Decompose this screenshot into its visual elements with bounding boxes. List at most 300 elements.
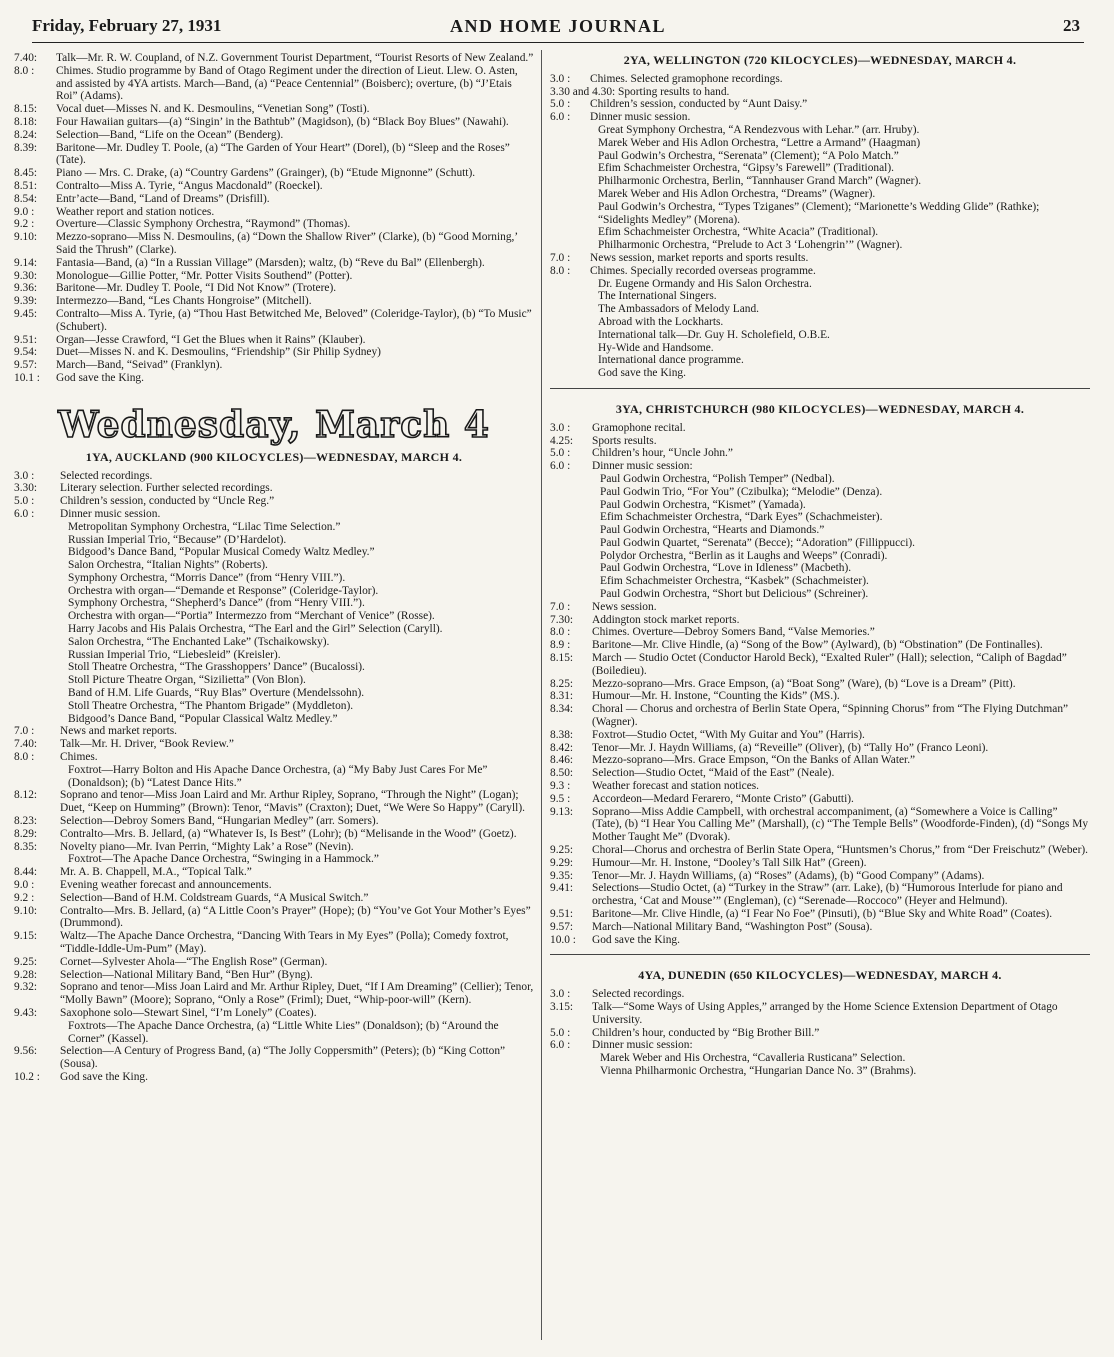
- entry-time: 8.18:: [14, 115, 40, 128]
- entry-time: 8.25:: [550, 677, 576, 690]
- programme-entry: [550, 499, 1090, 512]
- entry-time: [550, 588, 592, 601]
- entry-description: News session, market reports and sports results.: [590, 251, 809, 264]
- entry-time: [550, 329, 590, 342]
- entry-description: Baritone—Mr. Dudley T. Poole, (a) “The Garden of Your Heart” (Dorel), (b) “Sleep and the Roses” (Tate).: [56, 141, 510, 167]
- programme-entry: [550, 354, 1090, 367]
- programme-entry: [550, 806, 1090, 844]
- programme-entry: [14, 956, 534, 969]
- entry-time: 9.36:: [14, 282, 40, 295]
- programme-entry: [550, 524, 1090, 537]
- entry-time: 5.0 :: [550, 1026, 574, 1039]
- programme-entry: [14, 116, 534, 129]
- entry-description: Foxtrots—The Apache Dance Orchestra, (a) “Little White Lies” (Donaldson); (b) “Around the Corner” (Kassel).: [68, 1019, 499, 1045]
- entry-description: Monologue—Gillie Potter, “Mr. Potter Visits Southend” (Potter).: [56, 269, 353, 282]
- programme-entry: [550, 550, 1090, 563]
- entry-time: 9.41:: [550, 882, 576, 895]
- entry-time: [14, 687, 60, 700]
- entry-description: March—National Military Band, “Washington Post” (Sousa).: [592, 920, 873, 933]
- entry-time: 7.40:: [14, 738, 40, 751]
- programme-entry: [550, 754, 1090, 767]
- programme-entry: [14, 482, 534, 495]
- entry-description: God save the King.: [56, 371, 144, 384]
- programme-entry: [14, 142, 534, 168]
- entry-time: [14, 1020, 60, 1046]
- entry-time: [550, 303, 590, 316]
- entry-description: Paul Godwin Orchestra, “Love in Idleness” (Macbeth).: [600, 562, 852, 575]
- programme-entry: [14, 687, 534, 700]
- entry-time: 7.0 :: [550, 600, 574, 613]
- entry-time: 9.43:: [14, 1006, 40, 1019]
- entry-time: 8.39:: [14, 141, 40, 154]
- entry-description: Organ—Jesse Crawford, “I Get the Blues when it Rains” (Klauber).: [56, 333, 366, 346]
- programme-entry: [550, 793, 1090, 806]
- programme-entry: [550, 511, 1090, 524]
- entry-description: Metropolitan Symphony Orchestra, “Lilac Time Selection.”: [68, 520, 341, 533]
- entry-time: 8.15:: [14, 103, 40, 116]
- programme-entry: [550, 342, 1090, 355]
- entry-description: Russian Imperial Trio, “Because” (D’Hardelot).: [68, 533, 287, 546]
- entry-time: [14, 700, 60, 713]
- programme-entry: [14, 180, 534, 193]
- entry-description: Soprano and tenor—Miss Joan Laird and Mr. Arthur Ripley, Soprano, “Through the Night” (Logan); Duet, “Keep on Humming” (Brown): Tenor, “Mavis” (Craxton); Duet, “We Were So Happy” (Caryll).: [60, 789, 525, 815]
- entry-time: 7.30:: [550, 613, 576, 626]
- entry-description: Efim Schachmeister Orchestra, “Gipsy’s Farewell” (Traditional).: [598, 162, 894, 175]
- entry-time: 4.25:: [550, 434, 576, 447]
- section-rule: [550, 954, 1090, 955]
- programme-entry: [14, 346, 534, 359]
- programme-entry: [14, 1071, 534, 1084]
- entry-time: 5.0 :: [14, 495, 38, 508]
- entry-description: Sporting results to hand.: [618, 85, 730, 98]
- programme-entry: [550, 614, 1090, 627]
- entry-description: International dance programme.: [598, 354, 744, 367]
- entry-description: Contralto—Miss A. Tyrie, “Angus Macdonald” (Roeckel).: [56, 179, 323, 192]
- programme-entry: [14, 853, 534, 866]
- entry-time: [14, 623, 60, 636]
- programme-entry: [550, 639, 1090, 652]
- entry-description: Choral — Chorus and orchestra of Berlin State Opera, “Spinning Chorus” from “The Flying Dutchman” (Wagner).: [592, 703, 1069, 729]
- entry-description: International talk—Dr. Guy H. Scholefield, O.B.E.: [598, 328, 830, 341]
- programme-entry: [550, 265, 1090, 278]
- programme-entry: [14, 969, 534, 982]
- entry-time: [550, 367, 590, 380]
- dunedin-heading: 4YA, DUNEDIN (650 KILOCYCLES)—WEDNESDAY, MARCH 4.: [638, 968, 1002, 983]
- entry-time: 3.30 and 4.30:: [550, 85, 619, 98]
- programme-entry: [550, 460, 1090, 473]
- entry-description: Chimes. Overture—Debroy Somers Band, “Valse Memories.”: [592, 626, 875, 639]
- entry-time: [14, 649, 60, 662]
- entry-description: Paul Godwin Orchestra, “Polish Temper” (Nedbal).: [600, 472, 835, 485]
- entry-time: [550, 562, 592, 575]
- programme-entry: [550, 367, 1090, 380]
- day-heading: Wednesday, March 4: [58, 403, 490, 446]
- entry-time: 9.28:: [14, 968, 40, 981]
- programme-entry: [550, 175, 1090, 188]
- programme-entry: [550, 290, 1090, 303]
- entry-description: Dinner music session:: [592, 460, 693, 473]
- entry-time: 8.0 :: [14, 751, 38, 764]
- entry-description: God save the King.: [592, 933, 680, 946]
- programme-entry: [550, 1001, 1090, 1027]
- entry-time: 7.0 :: [14, 725, 38, 738]
- entry-description: News and market reports.: [60, 725, 178, 738]
- entry-description: The Ambassadors of Melody Land.: [598, 303, 760, 316]
- entry-description: Efim Schachmeister Orchestra, “Dark Eyes” (Schachmeister).: [600, 511, 883, 524]
- entry-description: Vienna Philharmonic Orchestra, “Hungarian Dance No. 3” (Brahms).: [600, 1064, 917, 1077]
- entry-description: Salon Orchestra, “The Enchanted Lake” (Tschaikowsky).: [68, 635, 330, 648]
- entry-description: Stoll Theatre Orchestra, “The Grasshoppers’ Dance” (Bucalossi).: [68, 661, 365, 674]
- entry-description: Great Symphony Orchestra, “A Rendezvous with Lehar.” (arr. Hruby).: [598, 123, 920, 136]
- programme-entry: [14, 282, 534, 295]
- programme-entry: [14, 65, 534, 103]
- auckland-heading: 1YA, AUCKLAND (900 KILOCYCLES)—WEDNESDAY, MARCH 4.: [85, 449, 463, 464]
- programme-entry: [14, 892, 534, 905]
- entry-time: [550, 499, 592, 512]
- programme-entry: [14, 700, 534, 713]
- programme-entry: [14, 206, 534, 219]
- entry-description: Philharmonic Orchestra, “Prelude to Act 3 ‘Lohengrin’” (Wagner).: [598, 239, 903, 252]
- entry-description: Abroad with the Lockharts.: [598, 315, 724, 328]
- entry-time: 9.57:: [550, 920, 576, 933]
- programme-entry: [550, 303, 1090, 316]
- entry-description: Chimes. Specially recorded overseas programme.: [590, 264, 816, 277]
- entry-description: Band of H.M. Life Guards, “Ruy Blas” Overture (Mendelssohn).: [68, 687, 365, 700]
- page-header: [32, 14, 1084, 43]
- entry-description: God save the King.: [60, 1070, 148, 1083]
- entry-description: Symphony Orchestra, “Shepherd’s Dance” (from “Henry VIII.”).: [68, 597, 365, 610]
- programme-entry: [550, 742, 1090, 755]
- entry-description: Paul Godwin Trio, “For You” (Czibulka); “Melodie” (Denza).: [600, 485, 883, 498]
- programme-entry: [14, 103, 534, 116]
- entry-description: Chimes.: [60, 751, 98, 764]
- entry-description: Children’s session, conducted by “Uncle Reg.”: [60, 495, 275, 508]
- entry-time: 9.35:: [550, 869, 576, 882]
- entry-time: 8.0 :: [14, 64, 38, 77]
- entry-time: [14, 572, 60, 585]
- entry-time: 9.25:: [550, 844, 576, 857]
- entry-description: Baritone—Mr. Clive Hindle, (a) “I Fear No Foe” (Pinsuti), (b) “Blue Sky and White Road” (Coates).: [592, 908, 1053, 920]
- programme-entry: [14, 1020, 534, 1046]
- programme-entry: [14, 879, 534, 892]
- entry-time: [550, 1065, 592, 1078]
- entry-description: Selection—A Century of Progress Band, (a) “The Jolly Coppersmith” (Peters); (b) “King Cotton” (Sousa).: [60, 1045, 506, 1071]
- entry-description: Piano — Mrs. C. Drake, (a) “Country Gardens” (Grainger), (b) “Etude Mignonne” (Schutt).: [56, 167, 476, 180]
- programme-entry: [550, 316, 1090, 329]
- entry-description: Efim Schachmeister Orchestra, “White Acacia” (Traditional).: [598, 226, 879, 239]
- entry-description: Novelty piano—Mr. Ivan Perrin, “Mighty Lak’ a Rose” (Nevin).: [60, 840, 354, 853]
- entry-time: 9.57:: [14, 359, 40, 372]
- entry-description: Stoll Picture Theatre Organ, “Sizilietta” (Von Blon).: [68, 674, 306, 687]
- entry-time: [550, 575, 592, 588]
- entry-time: 8.0 :: [550, 626, 574, 639]
- programme-entry: [550, 137, 1090, 150]
- page-number: 23: [1063, 16, 1080, 35]
- entry-description: Russian Imperial Trio, “Liebesleid” (Kreisler).: [68, 648, 281, 661]
- entry-time: [550, 342, 590, 355]
- entry-time: [550, 524, 592, 537]
- programme-entry: [14, 52, 534, 65]
- entry-time: [14, 546, 60, 559]
- entry-time: 6.0 :: [14, 507, 38, 520]
- programme-entry: [14, 866, 534, 879]
- entry-description: Literary selection. Further selected recordings.: [60, 482, 273, 495]
- entry-description: March — Studio Octet (Conductor Harold Beck), “Exalted Ruler” (Hall); selection, “Caliph of Bagdad” (Boiledieu).: [592, 652, 1067, 677]
- wellington-programme: [550, 73, 1090, 380]
- entry-description: Paul Godwin Quartet, “Serenata” (Becce); “Adoration” (Fillippucci).: [600, 536, 916, 549]
- entry-description: Salon Orchestra, “Italian Nights” (Roberts).: [68, 559, 268, 572]
- programme-entry: [550, 435, 1090, 448]
- entry-time: 6.0 :: [550, 111, 574, 124]
- entry-description: News session.: [592, 600, 657, 613]
- programme-entry: [14, 789, 534, 815]
- programme-entry: [550, 988, 1090, 1001]
- entry-time: 8.12:: [14, 789, 40, 802]
- entry-time: 8.54:: [14, 192, 40, 205]
- entry-description: Overture—Classic Symphony Orchestra, “Raymond” (Thomas).: [56, 218, 351, 231]
- programme-entry: [550, 844, 1090, 857]
- entry-description: Soprano and tenor—Miss Joan Laird and Mr. Arthur Ripley, Duet, “If I Am Dreaming” (Cellier); Tenor, “Molly Bawn” (Moore); Soprano, “Only a Rose” (Friml); Duet, “Whip-poor-will” (Kern).: [60, 981, 534, 1007]
- entry-time: 3.0 :: [550, 72, 574, 85]
- entry-time: [550, 150, 590, 163]
- entry-time: 9.15:: [14, 930, 40, 943]
- programme-entry: [550, 111, 1090, 124]
- entry-description: Hy-Wide and Handsome.: [598, 341, 714, 354]
- column-divider: [541, 50, 542, 1340]
- entry-time: 9.3 :: [550, 780, 574, 793]
- christchurch-programme: [550, 422, 1090, 947]
- entry-description: Talk—Mr. H. Driver, “Book Review.”: [60, 738, 234, 751]
- programme-entry: [550, 73, 1090, 86]
- entry-description: Paul Godwin Orchestra, “Short but Delicious” (Schreiner).: [600, 588, 869, 601]
- entry-time: [14, 610, 60, 623]
- entry-description: Entr’acte—Band, “Land of Dreams” (Drisfill).: [56, 192, 270, 205]
- programme-entry: [14, 167, 534, 180]
- entry-time: [550, 473, 592, 486]
- entry-time: [14, 713, 60, 726]
- programme-entry: [14, 738, 534, 751]
- entry-description: Foxtrot—Studio Octet, “With My Guitar and You” (Harris).: [592, 728, 865, 741]
- programme-entry: [550, 729, 1090, 742]
- right-column: [550, 52, 1090, 1078]
- entry-description: Selection—National Military Band, “Ben Hur” (Byng).: [60, 968, 313, 981]
- entry-description: Humour—Mr. H. Instone, “Counting the Kids” (MS.).: [592, 690, 840, 703]
- entry-description: Four Hawaiian guitars—(a) “Singin’ in the Bathtub” (Magidson), (b) “Black Boy Blues” (Nawahi).: [56, 115, 509, 128]
- entry-description: Contralto—Miss A. Tyrie, (a) “Thou Hast Betwitched Me, Beloved” (Coleridge-Taylor), (b) “To Music” (Schubert).: [56, 307, 532, 333]
- entry-description: Selections—Studio Octet, (a) “Turkey in the Straw” (arr. Lake), (b) “Humorous Interlude for piano and orchestra, ‘Cat and Mouse’” (Engleman), (c) “Serenade—Roccoco” (Heyer and Helmund).: [592, 882, 1063, 908]
- entry-description: Selected recordings.: [60, 469, 153, 482]
- entry-description: Paul Godwin Orchestra, “Hearts and Diamonds.”: [600, 524, 825, 537]
- programme-entry: [14, 193, 534, 206]
- entry-description: Paul Godwin Orchestra, “Kismet” (Yamada).: [600, 498, 806, 511]
- entry-description: Bidgood’s Dance Band, “Popular Musical Comedy Waltz Medley.”: [68, 546, 375, 559]
- programme-entry: [14, 572, 534, 585]
- programme-entry: [14, 725, 534, 738]
- entry-time: [550, 201, 590, 227]
- programme-entry: [14, 828, 534, 841]
- entry-time: 9.45:: [14, 307, 40, 320]
- christchurch-heading: 3YA, CHRISTCHURCH (980 KILOCYCLES)—WEDNESDAY, MARCH 4.: [615, 401, 1025, 416]
- entry-time: [14, 559, 60, 572]
- entry-description: Waltz—The Apache Dance Orchestra, “Dancing With Tears in My Eyes” (Polla); Comedy foxtrot, “Tiddle-Iddle-Um-Pum” (May).: [60, 930, 509, 955]
- programme-entry: [550, 150, 1090, 163]
- entry-time: [14, 534, 60, 547]
- programme-entry: [14, 308, 534, 334]
- programme-entry: [550, 575, 1090, 588]
- programme-entry: [14, 257, 534, 270]
- entry-time: [550, 239, 590, 252]
- programme-entry: [550, 678, 1090, 691]
- programme-entry: [14, 521, 534, 534]
- entry-description: Dr. Eugene Ormandy and His Salon Orchestra.: [598, 277, 812, 290]
- programme-entry: [550, 537, 1090, 550]
- entry-description: Orchestra with organ—“Demande et Response” (Coleridge-Taylor).: [68, 584, 379, 597]
- programme-entry: [550, 329, 1090, 342]
- programme-entry: [550, 422, 1090, 435]
- entry-description: Foxtrot—The Apache Dance Orchestra, “Swinging in a Hammock.”: [68, 853, 379, 866]
- programme-entry: [550, 1052, 1090, 1065]
- entry-description: Talk—“Some Ways of Using Apples,” arranged by the Home Science Extension Department of Otago University.: [592, 1000, 1058, 1026]
- programme-entry: [14, 270, 534, 283]
- entry-description: Children’s hour, conducted by “Big Brother Bill.”: [592, 1026, 820, 1039]
- entry-time: 9.32:: [14, 981, 40, 994]
- programme-entry: [550, 601, 1090, 614]
- entry-time: 9.51:: [14, 333, 40, 346]
- entry-time: [550, 354, 590, 367]
- programme-entry: [550, 908, 1090, 921]
- continued-programme: [14, 52, 534, 385]
- entry-time: 9.2 :: [14, 891, 38, 904]
- entry-time: 5.0 :: [550, 447, 574, 460]
- entry-time: [14, 661, 60, 674]
- entry-time: 7.40:: [14, 52, 40, 64]
- programme-entry: [14, 334, 534, 347]
- programme-entry: [14, 610, 534, 623]
- programme-entry: [14, 372, 534, 385]
- entry-description: Sports results.: [592, 434, 657, 447]
- section-rule: [550, 388, 1090, 389]
- entry-time: 9.56:: [14, 1045, 40, 1058]
- programme-entry: [14, 1007, 534, 1020]
- entry-time: 9.0 :: [14, 879, 38, 892]
- programme-entry: [550, 870, 1090, 883]
- entry-time: [550, 511, 592, 524]
- entry-description: Paul Godwin’s Orchestra, “Serenata” (Clement); “A Polo Match.”: [598, 149, 899, 162]
- programme-entry: [14, 559, 534, 572]
- dunedin-programme: [550, 988, 1090, 1078]
- programme-entry: [550, 486, 1090, 499]
- entry-description: Evening weather forecast and announcements.: [60, 879, 272, 892]
- programme-entry: [14, 295, 534, 308]
- entry-description: Gramophone recital.: [592, 421, 686, 434]
- programme-entry: [14, 597, 534, 610]
- programme-entry: [14, 764, 534, 790]
- programme-entry: [550, 588, 1090, 601]
- programme-entry: [14, 713, 534, 726]
- entry-description: Dinner music session:: [592, 1039, 693, 1052]
- programme-entry: [550, 780, 1090, 793]
- programme-entry: [14, 905, 534, 931]
- entry-description: The International Singers.: [598, 290, 717, 303]
- entry-time: 9.30:: [14, 269, 40, 282]
- entry-time: [550, 290, 590, 303]
- entry-time: 9.29:: [550, 856, 576, 869]
- programme-entry: [550, 1027, 1090, 1040]
- entry-time: 8.46:: [550, 754, 576, 767]
- programme-entry: [14, 534, 534, 547]
- entry-description: Saxophone solo—Stewart Sinel, “I’m Lonely” (Coates).: [60, 1006, 317, 1019]
- entry-description: Children’s session, conducted by “Aunt Daisy.”: [590, 98, 808, 111]
- entry-time: 9.0 :: [14, 205, 38, 218]
- entry-time: 8.42:: [550, 741, 576, 754]
- entry-time: [14, 636, 60, 649]
- programme-entry: [550, 703, 1090, 729]
- entry-description: Marek Weber and His Adlon Orchestra, “Lettre a Armand” (Haagman): [598, 136, 921, 149]
- entry-description: Harry Jacobs and His Palais Orchestra, “The Earl and the Girl” Selection (Caryll).: [68, 623, 443, 636]
- entry-time: 8.34:: [550, 703, 576, 716]
- entry-description: Duet—Misses N. and K. Desmoulins, “Friendship” (Sir Philip Sydney): [56, 346, 381, 359]
- entry-time: [14, 597, 60, 610]
- entry-time: 10.2 :: [14, 1070, 43, 1083]
- entry-time: 3.30:: [14, 482, 40, 495]
- entry-description: Chimes. Studio programme by Band of Otago Regiment under the direction of Lieut. Llew. O. Asten, and assisted by 4YA artists. March—Band, (a) “Peace Centennial” (Boisberc); overture, (b) “J’Etais Roi” (Adams).: [56, 64, 518, 103]
- entry-time: 10.1 :: [14, 371, 43, 384]
- entry-description: Addington stock market reports.: [592, 613, 740, 626]
- entry-time: [550, 226, 590, 239]
- entry-description: Symphony Orchestra, “Morris Dance” (from “Henry VIII.”).: [68, 571, 346, 584]
- entry-time: [550, 486, 592, 499]
- entry-description: Marek Weber and His Orchestra, “Cavalleria Rusticana” Selection.: [600, 1052, 906, 1065]
- entry-description: Fantasia—Band, (a) “In a Russian Village” (Marsden); waltz, (b) “Reve du Bal” (Ellenbergh).: [56, 256, 485, 269]
- programme-entry: [550, 562, 1090, 575]
- programme-entry: [550, 201, 1090, 227]
- entry-time: 8.15:: [550, 652, 576, 665]
- programme-entry: [550, 1065, 1090, 1078]
- entry-description: Marek Weber and His Adlon Orchestra, “Dreams” (Wagner).: [598, 187, 876, 200]
- entry-time: [550, 175, 590, 188]
- entry-description: Soprano—Miss Addie Campbell, with orchestral accompaniment, (a) “Somewhere a Voice is Calling” (Tate), (b) “I Hear You Calling Me” (Marshall), (c) “The Temple Bells” (Woodforde-Finden), (d) “Songs My Mother Taught Me” (Dvorak).: [592, 805, 1089, 844]
- entry-description: Cornet—Sylvester Ahola—“The English Rose” (German).: [60, 955, 328, 968]
- programme-entry: [550, 882, 1090, 908]
- programme-entry: [14, 623, 534, 636]
- entry-description: Foxtrot—Harry Bolton and His Apache Dance Orchestra, (a) “My Baby Just Cares For Me” (Donaldson); (b) “Latest Dance Hits.”: [68, 763, 488, 789]
- entry-time: 8.35:: [14, 840, 40, 853]
- entry-time: 6.0 :: [550, 460, 574, 473]
- programme-entry: [14, 815, 534, 828]
- entry-description: Choral—Chorus and orchestra of Berlin State Opera, “Huntsmen’s Chorus,” from “Der Freischutz” (Weber).: [592, 844, 1089, 857]
- entry-description: Talk—Mr. R. W. Coupland, of N.Z. Government Tourist Department, “Tourist Resorts of New Zealand.”: [56, 52, 534, 64]
- entry-description: Weather forecast and station notices.: [592, 780, 760, 793]
- entry-time: 8.44:: [14, 866, 40, 879]
- entry-time: [550, 162, 590, 175]
- entry-description: Mr. A. B. Chappell, M.A., “Topical Talk.”: [60, 866, 252, 879]
- programme-entry: [550, 162, 1090, 175]
- entry-description: Dinner music session.: [60, 507, 161, 520]
- entry-description: Mezzo-soprano—Mrs. Grace Empson, (a) “Boat Song” (Ware), (b) “Love is a Dream” (Pitt).: [592, 677, 1016, 690]
- entry-time: 8.0 :: [550, 264, 574, 277]
- programme-entry: [14, 674, 534, 687]
- auckland-programme: [14, 470, 534, 1084]
- entry-time: 8.24:: [14, 128, 40, 141]
- entry-time: 9.51:: [550, 908, 576, 920]
- entry-time: 8.23:: [14, 815, 40, 828]
- entry-description: Dinner music session.: [590, 111, 691, 124]
- entry-time: [550, 550, 592, 563]
- entry-time: 8.51:: [14, 179, 40, 192]
- entry-description: Tenor—Mr. J. Haydn Williams, (a) “Reveille” (Oliver), (b) “Tally Ho” (Franco Leoni).: [592, 741, 989, 754]
- issue-date: Friday, February 27, 1931: [32, 16, 222, 35]
- entry-description: Mezzo-soprano—Miss N. Desmoulins, (a) “Down the Shallow River” (Clarke), (b) “Good Morning,’ Said the Thrush” (Clarke).: [56, 231, 518, 256]
